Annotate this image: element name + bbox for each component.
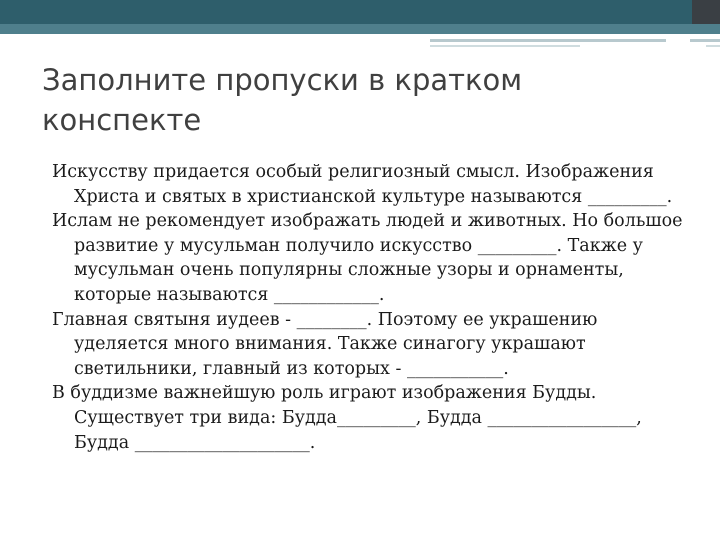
- header-band: [0, 0, 720, 24]
- decorative-line: [690, 39, 720, 42]
- decorative-line: [430, 39, 666, 42]
- slide-body: [52, 160, 692, 455]
- paragraph-judaism: Главная святыня иудеев - ________. Поэтому ее украшению уделяется много внимания. Также синагогу украшают светильники, главный из которых - ___________.: [52, 309, 598, 379]
- header-stripe: [0, 24, 720, 34]
- decorative-tick: [679, 34, 681, 43]
- decorative-line: [430, 45, 580, 47]
- header-corner-block: [692, 0, 720, 24]
- paragraph-buddhism: В буддизме важнейшую роль играют изображения Будды. Существует три вида: Будда_________, Будда _________________, Будда ____________________.: [52, 383, 642, 453]
- paragraph-icons: Искусству придается особый религиозный смысл. Изображения Христа и святых в христианской культуре называются _________.: [52, 162, 673, 207]
- decorative-tick: [675, 34, 677, 43]
- decorative-tick: [671, 34, 673, 43]
- slide-title: Заполните пропуски в кратком конспекте: [42, 63, 523, 137]
- paragraph-islam: Ислам не рекомендует изображать людей и животных. Но большое развитие у мусульман получило искусство _________. Также у мусульман очень популярны сложные узоры и орнаменты, которые называются ____________.: [52, 211, 683, 305]
- decorative-line: [706, 45, 720, 47]
